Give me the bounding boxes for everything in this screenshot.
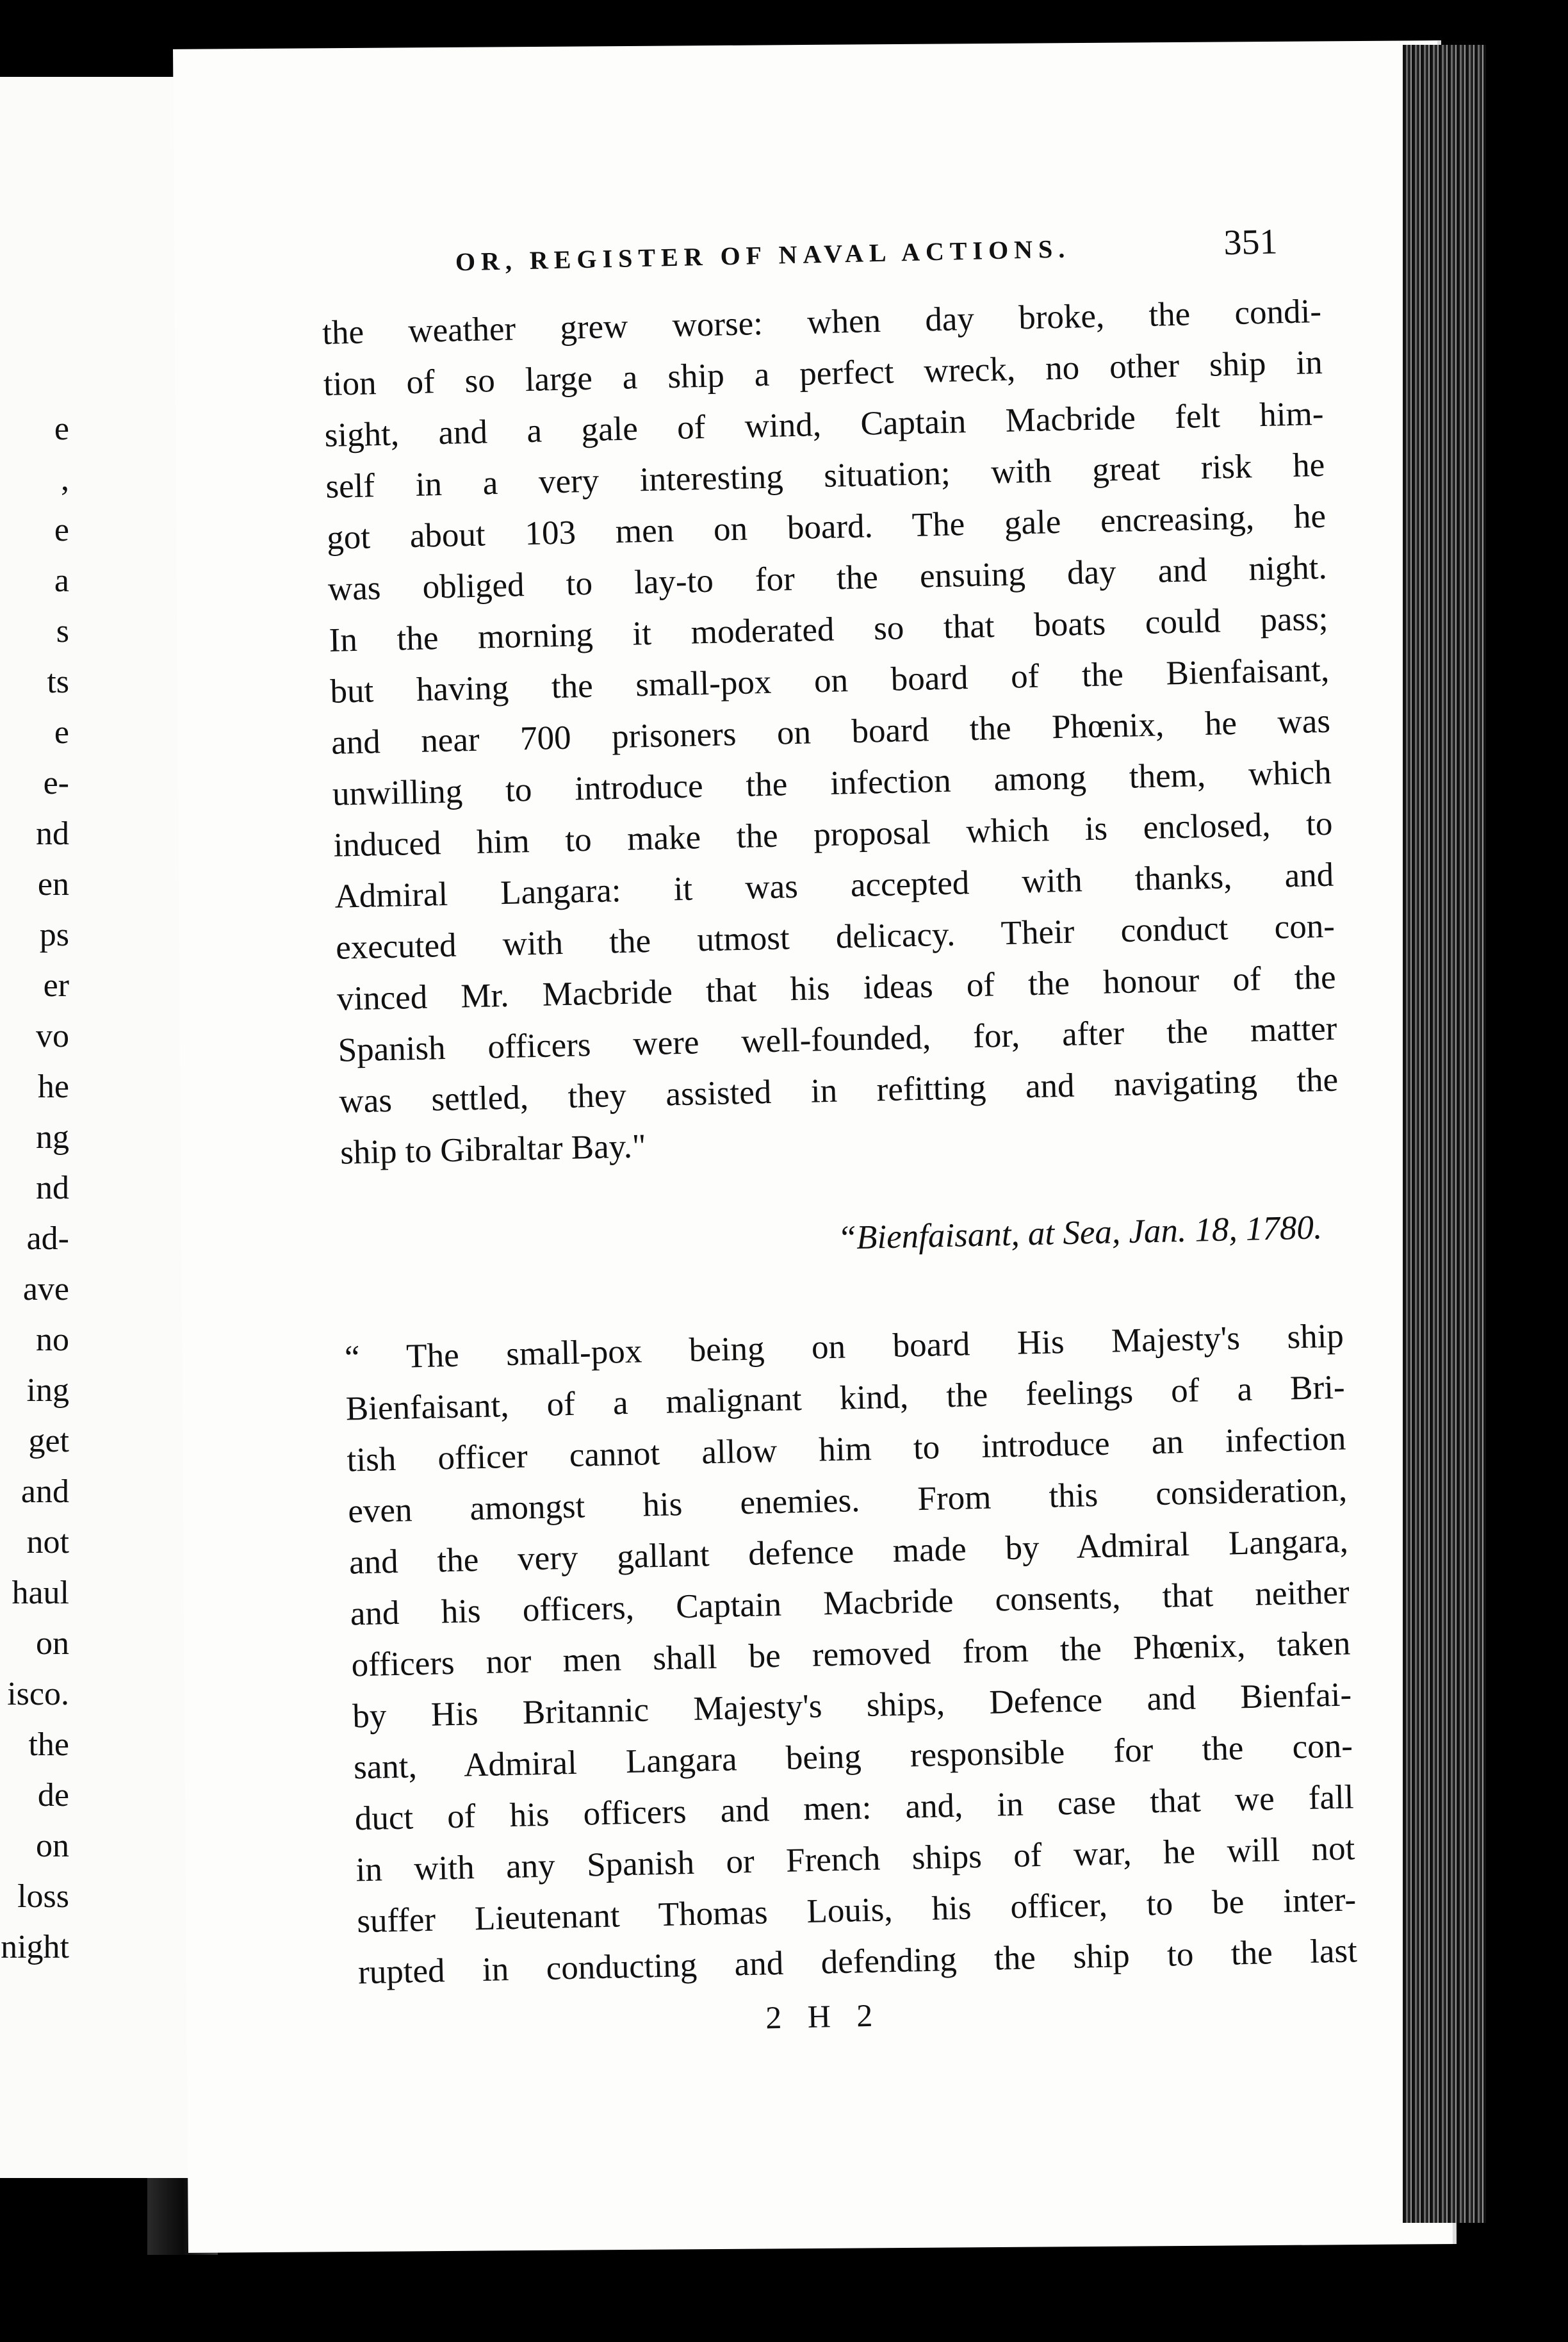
text-line: but having the small-pox on board of the Bienfaisant, bbox=[329, 651, 1330, 710]
text-line: was settled, they assisted in refitting and navigating the bbox=[338, 1061, 1339, 1120]
facing-page-fragment: ave bbox=[22, 1271, 69, 1307]
facing-page-fragment: , bbox=[61, 461, 69, 498]
facing-page-fragment: e bbox=[54, 411, 69, 447]
text-line: duct of his officers and men: and, in case that we fall bbox=[354, 1778, 1355, 1838]
facing-page-fragment: night bbox=[1, 1929, 69, 1965]
text-line: was obliged to lay-to for the ensuing day and night. bbox=[327, 548, 1328, 608]
text-line: ship to Gibraltar Bay." bbox=[339, 1127, 647, 1172]
facing-page-fragment: haul bbox=[12, 1575, 69, 1611]
facing-page-fragment: nd bbox=[36, 1170, 69, 1206]
text-line: suffer Lieutenant Thomas Louis, his officer, to be inter- bbox=[356, 1881, 1357, 1940]
text-line: and the very gallant defence made by Admiral Langara, bbox=[348, 1522, 1349, 1582]
text-line: by His Britannic Majesty's ships, Defence and Bienfai- bbox=[352, 1676, 1352, 1735]
text-line: unwilling to introduce the infection among them, which bbox=[332, 753, 1332, 813]
facing-page bbox=[0, 77, 202, 2178]
facing-page-fragment: en bbox=[37, 866, 69, 903]
facing-page-fragment: ps bbox=[39, 917, 69, 953]
text-line: and his officers, Captain Macbride consents, that neither bbox=[350, 1573, 1350, 1633]
facing-page-fragment: nd bbox=[36, 815, 69, 852]
text-line: vinced Mr. Macbride that his ideas of the honour of the bbox=[336, 958, 1337, 1018]
facing-page-fragment: ing bbox=[26, 1372, 69, 1409]
paragraph-2 bbox=[344, 1311, 1357, 1999]
facing-page-fragment: ad- bbox=[26, 1220, 69, 1257]
facing-page-fragment: he bbox=[37, 1069, 69, 1105]
text-line: and near 700 prisoners on board the Phœnix, he was bbox=[331, 702, 1331, 762]
facing-page-fragment: and bbox=[20, 1473, 69, 1510]
facing-page-fragment: de bbox=[37, 1777, 69, 1814]
text-line: In the morning it moderated so that boats could pass; bbox=[329, 600, 1329, 659]
page-text-block bbox=[320, 215, 1359, 2045]
facing-page-fragment: the bbox=[28, 1726, 69, 1763]
text-line: got about 103 men on board. The gale encreasing, he bbox=[326, 497, 1327, 557]
facing-page-fragment: ts bbox=[47, 664, 69, 700]
text-line: tion of so large a ship a perfect wreck, no other ship in bbox=[323, 343, 1323, 403]
facing-page-fragment: not bbox=[26, 1524, 69, 1560]
text-line: induced him to make the proposal which is enclosed, to bbox=[333, 805, 1333, 864]
text-line: the weather grew worse: when day broke, the condi- bbox=[322, 292, 1322, 352]
text-line: Bienfaisant, of a malignant kind, the feelings of a Bri- bbox=[345, 1368, 1346, 1428]
text-line: officers nor men shall be removed from the Phœnix, taken bbox=[351, 1625, 1351, 1684]
text-line: even amongst his enemies. From this consideration, bbox=[347, 1471, 1348, 1530]
text-line: sight, and a gale of wind, Captain Macbride felt him- bbox=[324, 395, 1325, 454]
facing-page-fragment: on bbox=[36, 1625, 69, 1662]
facing-page-fragment: no bbox=[36, 1322, 69, 1358]
facing-page-fragment: vo bbox=[36, 1018, 69, 1054]
facing-page-fragment: get bbox=[28, 1423, 69, 1459]
facing-page-fragment: s bbox=[56, 613, 69, 650]
facing-page-fragment: on bbox=[36, 1828, 69, 1864]
page-number: 351 bbox=[1223, 222, 1278, 263]
text-line: self in a very interesting situation; with great risk he bbox=[325, 446, 1325, 505]
facing-page-fragment: ng bbox=[36, 1119, 69, 1156]
text-line: sant, Admiral Langara being responsible for the con- bbox=[353, 1727, 1353, 1787]
text-line: executed with the utmost delicacy. Their conduct con- bbox=[335, 907, 1335, 967]
running-head: OR, REGISTER OF NAVAL ACTIONS. bbox=[455, 234, 1071, 277]
facing-page-fragment: a bbox=[54, 562, 69, 599]
facing-page-fragment: isco. bbox=[7, 1676, 69, 1712]
facing-page-fragment: e bbox=[54, 512, 69, 548]
text-line: Spanish officers were well-founded, for, after the matter bbox=[338, 1010, 1337, 1069]
facing-page-text-fragments bbox=[0, 404, 69, 2342]
facing-page-fragment: loss bbox=[17, 1878, 69, 1915]
text-line: in with any Spanish or French ships of war, he will not bbox=[355, 1830, 1355, 1889]
text-line: Admiral Langara: it was accepted with thanks, and bbox=[334, 856, 1334, 915]
signature-mark: 2 H 2 bbox=[765, 1997, 882, 2036]
text-line: “ The small-pox being on board His Majesty's ship bbox=[344, 1317, 1344, 1377]
paragraph-1 bbox=[322, 286, 1339, 1179]
facing-page-fragment: e- bbox=[43, 765, 69, 801]
text-line: tish officer cannot allow him to introduce an infection bbox=[347, 1420, 1346, 1479]
text-line: rupted in conducting and defending the ship to the last bbox=[357, 1932, 1358, 1992]
page-edges bbox=[1403, 45, 1486, 2223]
dateline: “Bienfaisant, at Sea, Jan. 18, 1780. bbox=[837, 1209, 1323, 1257]
facing-page-fragment: e bbox=[54, 714, 69, 751]
facing-page-fragment: er bbox=[43, 967, 69, 1004]
